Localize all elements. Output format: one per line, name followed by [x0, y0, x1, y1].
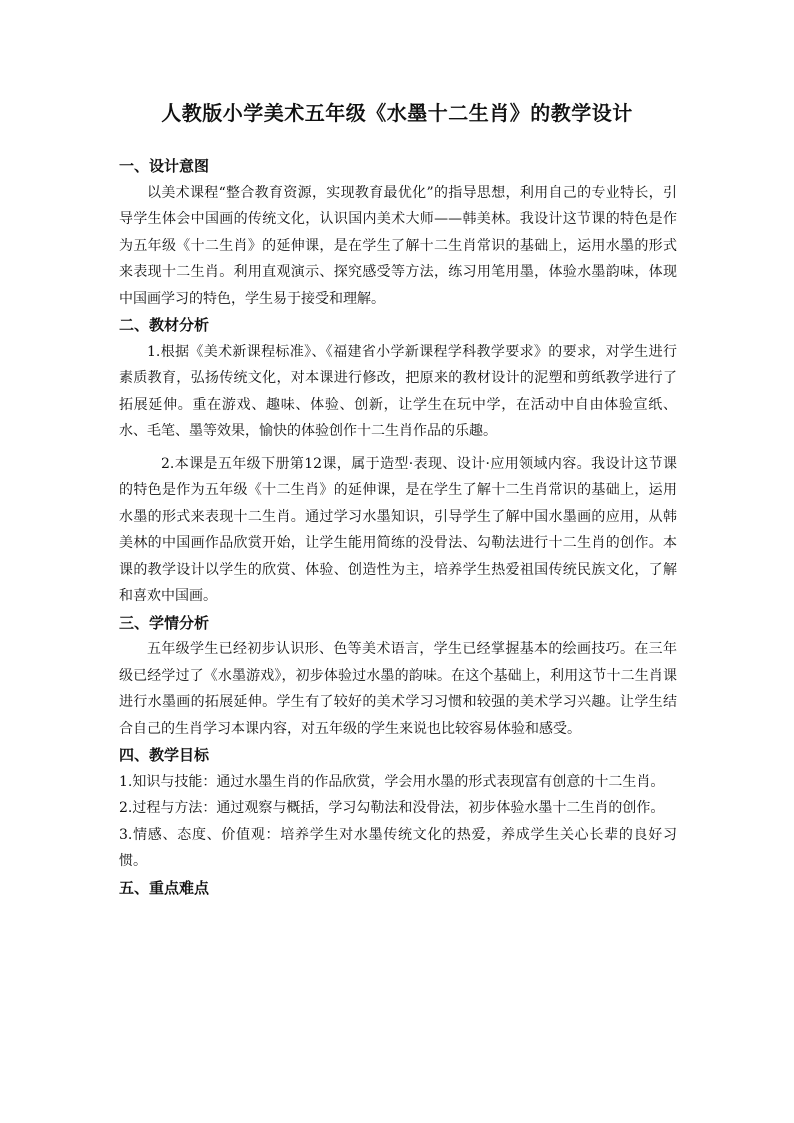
- teaching-goal-item-3: 3.情感、态度、价值观：培养学生对水墨传统文化的热爱，养成学生关心长辈的良好习惯。: [119, 826, 677, 869]
- document-body: [119, 153, 677, 901]
- design-intent-paragraph: 以美术课程“整合教育资源，实现教育最优化”的指导思想，利用自己的专业特长，引导学生体会中国画的传统文化，认识国内美术大师——韩美林。我设计这节课的特色是作为五年级《十二生肖》的延伸课，是在学生了解十二生肖常识的基础上，运用水墨的形式来表现十二生肖。利用直观演示、探究感受等方法，练习用笔用墨，体验水墨韵味，体现中国画学习的特色，学生易于接受和理解。: [119, 184, 677, 307]
- material-analysis-paragraph-2: 2.本课是五年级下册第12课，属于造型·表现、设计·应用领域内容。我设计这节课的特色是作为五年级《十二生肖》的延伸课，是在学生了解十二生肖常识的基础上，运用水墨的形式来表现十二生肖。通过学习水墨知识，引导学生了解中国水墨画的应用，从韩美林的中国画作品欣赏开始，让学生能用简练的没骨法、勾勒法进行十二生肖的创作。本课的教学设计以学生的欣赏、体验、创造性为主，培养学生热爱祖国传统民族文化，了解和喜欢中国画。: [119, 455, 677, 604]
- student-analysis-paragraph: 五年级学生已经初步认识形、色等美术语言，学生已经掌握基本的绘画技巧。在三年级已经学过了《水墨游戏》，初步体验过水墨的韵味。在这个基础上，利用这节十二生肖课进行水墨画的拓展延伸。学生有了较好的美术学习习惯和较强的美术学习兴趣。让学生结合自己的生肖学习本课内容，对五年级的学生来说也比较容易体验和感受。: [119, 641, 677, 737]
- document-title: 人教版小学美术五年级《水墨十二生肖》的教学设计: [161, 101, 633, 125]
- material-analysis-paragraph-1: 1.根据《美术新课程标准》、《福建省小学新课程学科教学要求》的要求，对学生进行素质教育，弘扬传统文化，对本课进行修改，把原来的教材设计的泥塑和剪纸教学进行了拓展延伸。重在游戏、趣味、体验、创新，让学生在玩中学，在活动中自由体验宣纸、水、毛笔、墨等效果，愉快的体验创作十二生肖作品的乐趣。: [119, 343, 677, 439]
- section-heading-key-difficulties: 五、重点难点: [119, 878, 210, 897]
- teaching-goal-item-1: 1.知识与技能：通过水墨生肖的作品欣赏，学会用水墨的形式表现富有创意的十二生肖。: [119, 773, 665, 790]
- section-heading-student-analysis: 三、学情分析: [119, 613, 210, 632]
- section-heading-teaching-goals: 四、教学目标: [119, 746, 210, 764]
- teaching-goal-item-2: 2.过程与方法：通过观察与概括，学习勾勒法和没骨法，初步体验水墨十二生肖的创作。: [119, 800, 665, 816]
- section-heading-design-intent: 一、设计意图: [119, 157, 210, 175]
- section-heading-material-analysis: 二、教材分析: [119, 316, 210, 334]
